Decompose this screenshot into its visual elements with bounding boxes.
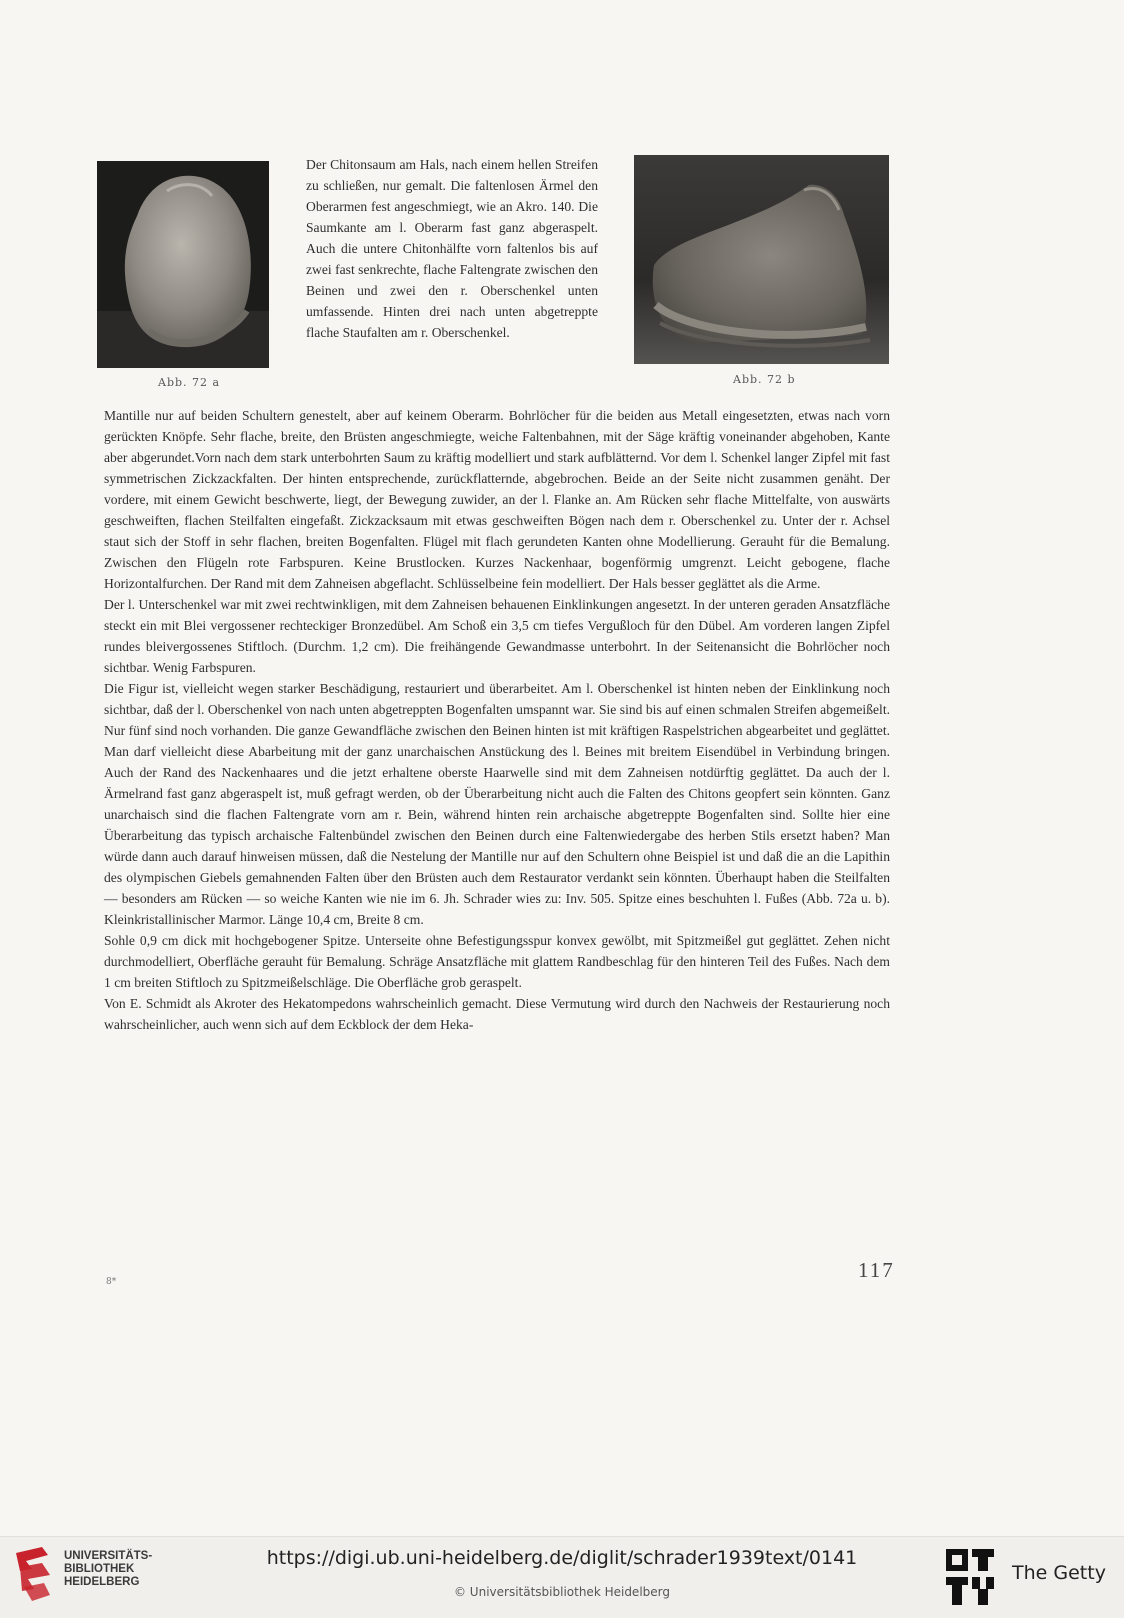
signature-mark: 8* — [106, 1277, 117, 1287]
paragraph-3: Die Figur ist, vielleicht wegen starker Beschädigung, restauriert und überarbeitet. Am l. Oberschenkel ist hinten neben der Einklinkung noch sichtbar, daß der l. Oberschenkel von nach unten abgetreppten Bogenfalten umspannt war. Sie sind bis auf einen schmalen Streifen abgemeißelt. Nur fünf sind noch vorhanden. Die ganze Gewandfläche zwischen den Beinen hinten ist mit kräftigen Raspelstrichen abgearbeitet und geglättet. Man darf vielleicht diese Abarbeitung mit der ganz unarchaischen Anstückung des l. Beines mit breitem Eisendübel in Verbindung bringen. Auch der Rand des Nackenhaares und die jetzt erhaltene oberste Haarwelle sind mit dem Zahneisen notdürftig geglättet. Da auch der l. Ärmelrand fast ganz abgeraspelt ist, muß gefragt werden, ob der Überarbeitung nicht auch die Falten des Chitons geopfert sein könnten. Ganz unarchaisch sind die flachen Faltengrate vorn am r. Bein, während hinten rein archaische abgetreppte Bogenfalten sind. Sollte hier eine Überarbeitung das typisch archaische Faltenbündel zwischen den Beinen durch eine Faltenwiedergabe des herben Stils ersetzt haben? Man würde dann auch darauf hinweisen müssen, daß die Nestelung der Mantille nur auf den Schultern ohne Beispiel ist und daß die an die Lapithin des olympischen Giebels gemahnenden Falten über den Brüsten auch dem Restaurator verdankt sein könnten. Überhaupt haben die Steilfalten — besonders am Rücken — so weiche Kanten wie nie im 6. Jh. Schrader wies zu: Inv. 505. Spitze eines beschuhten l. Fußes (Abb. 72a u. b). Kleinkristallinischer Marmor. Länge 10,4 cm, Breite 8 cm. — [104, 681, 890, 927]
body-text — [104, 405, 890, 1035]
university-library-logo-icon[interactable] — [12, 1545, 54, 1605]
getty-logo-icon[interactable] — [944, 1547, 996, 1607]
figure-72b-caption: Abb. 72 b — [733, 373, 796, 386]
figure-72b-photo — [634, 155, 889, 364]
paragraph-1: Mantille nur auf beiden Schultern genestelt, aber auf keinem Oberarm. Bohrlöcher für die beiden aus Metall eingesetzten, etwas nach vorn gerückten Knöpfe. Sehr flache, breite, den Brüsten angeschmiegte, weiche Faltenbahnen, mit der Säge kräftig voneinander abgehoben, Kante aber abgerundet.Vorn nach dem stark unterbohrten Saum zu kräftig modelliert und stark aufblätternd. Vor dem l. Schenkel langer Zipfel mit fast symmetrischen Zickzackfalten. Der hinten entsprechende, zurückflatternde, abgebrochen. Beide an der Seite nicht zusammen genäht. Der vordere, mit einem Gewicht beschwerte, liegt, der Bewegung zuwider, an der l. Flanke an. Am Rücken sehr flache Mittelfalte, von auswärts geschweiften, flachen Steilfalten eingefaßt. Zickzacksaum mit etwas geschweiften Bögen nach dem r. Oberschenkel zu. Unter der r. Achsel staut sich der Stoff in sehr flachen, breiten Bogenfalten. Flügel mit flach gerundeten Kanten ohne Modellierung. Gerauht für die Bemalung. Zwischen den Flügeln rote Farbspuren. Keine Brustlocken. Kurzes Nackenhaar, bogenförmig umgrenzt. Leicht gebogene, flache Horizontalfurchen. Der Rand mit dem Zahneisen abgeflacht. Schlüsselbeine fein modelliert. Der Hals besser geglättet als die Arme. — [104, 408, 890, 591]
paragraph-5: Von E. Schmidt als Akroter des Hekatompedons wahrscheinlich gemacht. Diese Vermutung wird durch den Nachweis der Restaurierung noch wahrscheinlicher, auch wenn sich auf dem Eckblock der dem Heka- — [104, 996, 890, 1032]
library-name-line: HEIDELBERG — [64, 1576, 140, 1588]
permalink-url[interactable]: https://digi.ub.uni-heidelberg.de/diglit/schrader1939text/0141 — [266, 1547, 858, 1569]
university-library-name[interactable] — [64, 1550, 152, 1589]
library-name-line: UNIVERSITÄTS- — [64, 1550, 153, 1562]
library-name-line: BIBLIOTHEK — [64, 1563, 135, 1575]
copyright-notice: © Universitätsbibliothek Heidelberg — [453, 1585, 670, 1599]
paragraph-4: Sohle 0,9 cm dick mit hochgebogener Spitze. Unterseite ohne Befestigungsspur konvex gewölbt, mit Spitzmeißel gut geglättet. Zehen nicht durchmodelliert, Oberfläche gerauht für Bemalung. Schräge Ansatzfläche mit glattem Randbeschlag für den hinteren Teil des Fußes. Nach dem 1 cm breiten Stiftloch zu Spitzmeißelschläge. Die Oberfläche grob geraspelt. — [104, 933, 890, 990]
paragraph-2: Der l. Unterschenkel war mit zwei rechtwinkligen, mit dem Zahneisen behauenen Einklinkungen angesetzt. In der unteren geraden Ansatzfläche steckt ein mit Blei vergossener rechteckiger Bronzedübel. Am Schoß ein 3,5 cm tiefes Vergußloch für den Dübel. Am vorderen langen Zipfel rundes bleivergossenes Stiftloch. (Durchm. 1,2 cm). Die freihängende Gewandmasse unterbohrt. In der Seitenansicht die Bohrlöcher noch sichtbar. Wenig Farbspuren. — [104, 597, 890, 675]
column-text — [306, 154, 598, 343]
column-paragraph: Der Chitonsaum am Hals, nach einem hellen Streifen zu schließen, nur gemalt. Die faltenlosen Ärmel den Oberarmen fest angeschmiegt, wie an Akro. 140. Die Saumkante am l. Oberarm fast ganz abgeraspelt. Auch die untere Chitonhälfte vorn faltenlos bis auf zwei fast senkrechte, flache Faltengrate zwischen den Beinen und zwei den r. Oberschenkel unten umfassende. Hinten drei nach unten abgetreppte flache Staufalten am r. Oberschenkel. — [306, 157, 598, 340]
figure-72a-caption: Abb. 72 a — [158, 376, 221, 389]
page-number: 117 — [858, 1258, 895, 1282]
getty-name[interactable]: The Getty — [1012, 1562, 1106, 1584]
figure-72a-photo — [97, 161, 269, 368]
